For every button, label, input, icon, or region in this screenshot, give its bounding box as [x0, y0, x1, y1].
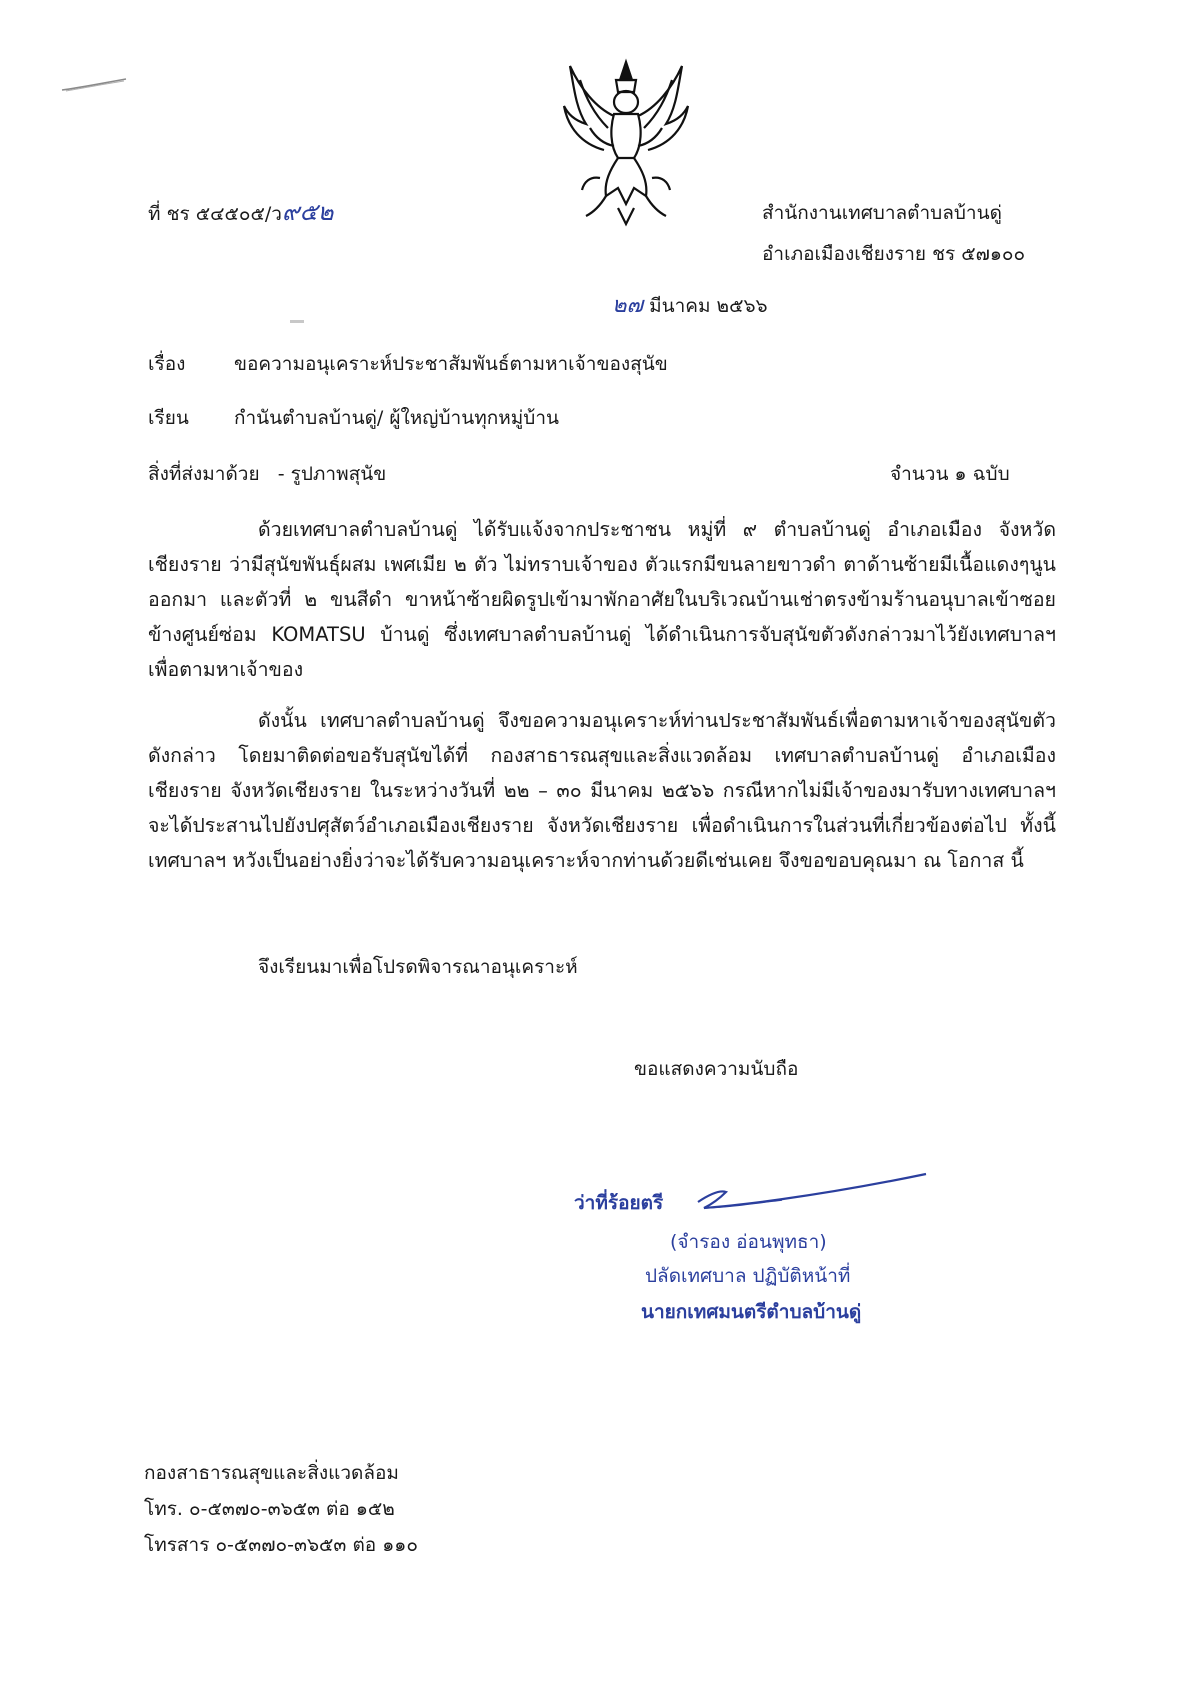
enclosure-line [148, 462, 386, 486]
reference-number [148, 200, 333, 226]
closing-request: จึงเรียนมาเพื่อโปรดพิจารณาอนุเคราะห์ [258, 956, 578, 978]
enclosure-count: จำนวน ๑ ฉบับ [890, 463, 1010, 485]
letter-date [612, 294, 768, 318]
signatory-position-2: นายกเทศมนตรีตำบลบ้านดู่ [641, 1301, 862, 1323]
office-address: อำเภอเมืองเชียงราย ชร ๕๗๑๐๐ [762, 243, 1026, 265]
body-paragraph-1 [148, 512, 1056, 687]
enclosure-value: - รูปภาพสุนัข [277, 463, 387, 485]
garuda-emblem-icon [560, 58, 692, 228]
date-month-year: มีนาคม ๒๕๖๖ [649, 295, 768, 317]
body-paragraph-2-text: ดังนั้น เทศบาลตำบลบ้านดู่ จึงขอความอนุเคราะห์ท่านประชาสัมพันธ์เพื่อตามหาเจ้าของสุนัขตัวดังกล่าว โดยมาติดต่อขอรับสุนัขได้ที่ กองสาธารณสุขและสิ่งแวดล้อม เทศบาลตำบลบ้านดู่ อำเภอเมืองเชียงราย จังหวัดเชียงราย ในระหว่างวันที่ ๒๒ – ๓๐ มีนาคม ๒๕๖๖ กรณีหากไม่มีเจ้าของมารับทางเทศบาลฯจะได้ประสานไปยังปศุสัตว์อำเภอเมืองเชียงราย จังหวัดเชียงราย เพื่อดำเนินการในส่วนที่เกี่ยวข้องต่อไป ทั้งนี้เทศบาลฯ หวังเป็นอย่างยิ่งว่าจะได้รับความอนุเคราะห์จากท่านด้วยดีเช่นเคย จึงขอขอบคุณมา ณ โอกาส นี้ [148, 709, 1056, 872]
subject-line [148, 352, 668, 376]
handwritten-signature [690, 1168, 930, 1218]
complimentary-close: ขอแสดงความนับถือ [634, 1058, 799, 1080]
body-paragraph-1-text: ด้วยเทศบาลตำบลบ้านดู่ ได้รับแจ้งจากประชาชน หมู่ที่ ๙ ตำบลบ้านดู่ อำเภอเมือง จังหวัดเชียงราย ว่ามีสุนัขพันธุ์ผสม เพศเมีย ๒ ตัว ไม่ทราบเจ้าของ ตัวแรกมีขนลายขาวดำ ตาด้านซ้ายมีเนื้อแดงๆนูนออกมา และตัวที่ ๒ ขนสีดำ ขาหน้าซ้ายผิดรูปเข้ามาพักอาศัยในบริเวณบ้านเช่าตรงข้ามร้านอนุบาลเข้าซอยข้างศูนย์ซ่อม KOMATSU บ้านดู่ ซึ่งเทศบาลตำบลบ้านดู่ ได้ดำเนินการจับสุนัขตัวดังกล่าวมาไว้ยังเทศบาลฯ เพื่อตามหาเจ้าของ [148, 518, 1056, 681]
scan-speck [290, 320, 304, 323]
reference-label: ที่ ชร ๕๔๕๐๕/ว [148, 203, 282, 225]
signatory-rank: ว่าที่ร้อยตรี [574, 1192, 664, 1214]
signatory-position-1: ปลัดเทศบาล ปฏิบัติหน้าที่ [645, 1265, 851, 1287]
footer-department: กองสาธารณสุขและสิ่งแวดล้อม [144, 1462, 399, 1484]
office-name: สำนักงานเทศบาลตำบลบ้านดู่ [762, 202, 1002, 224]
footer-phone: โทร. ๐-๕๓๗๐-๓๖๕๓ ต่อ ๑๕๒ [144, 1498, 395, 1520]
body-paragraph-2 [148, 703, 1056, 878]
date-handwritten-day: ๒๗ [612, 293, 644, 318]
recipient-value: กำนันตำบลบ้านดู่/ ผู้ใหญ่บ้านทุกหมู่บ้าน [234, 407, 559, 429]
subject-value: ขอความอนุเคราะห์ประชาสัมพันธ์ตามหาเจ้าของสุนัข [234, 353, 668, 375]
recipient-label: เรียน [148, 407, 189, 429]
pen-scribble-mark [60, 76, 130, 94]
enclosure-label: สิ่งที่ส่งมาด้วย [148, 463, 260, 485]
signatory-name: (จำรอง อ่อนพุทธา) [670, 1231, 827, 1253]
subject-label: เรื่อง [148, 353, 186, 375]
footer-fax: โทรสาร ๐-๕๓๗๐-๓๖๕๓ ต่อ ๑๑๐ [144, 1534, 418, 1556]
recipient-line [148, 406, 559, 430]
reference-handwritten-number: ๙๕๒ [281, 198, 334, 226]
